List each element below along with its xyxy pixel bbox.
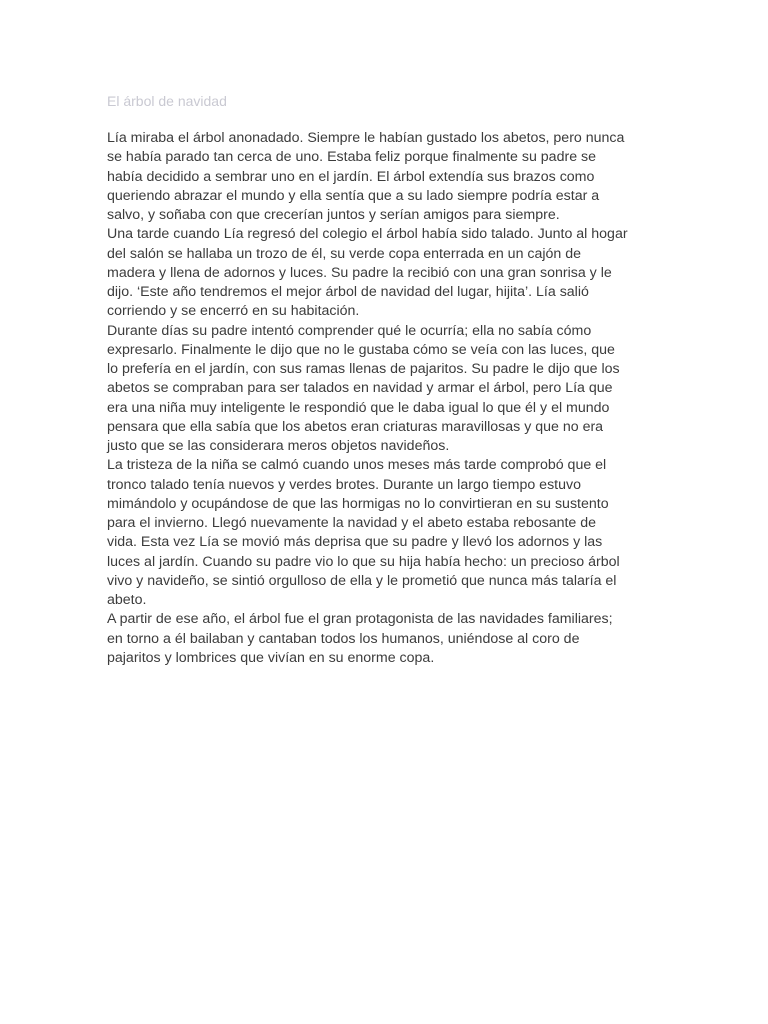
text-line: lo prefería en el jardín, con sus ramas llenas de pajaritos. Su padre le dijo que los	[107, 361, 620, 377]
text-line: abeto.	[107, 592, 147, 608]
text-line: Lía miraba el árbol anonadado. Siempre le habían gustado los abetos, pero nunca	[107, 130, 625, 146]
text-line: dijo. ‘Este año tendremos el mejor árbol de navidad del lugar, hijita’. Lía salió	[107, 284, 589, 300]
text-line: era una niña muy inteligente le respondió que le daba igual lo que él y el mundo	[107, 399, 610, 416]
text-line: vida. Esta vez Lía se movió más deprisa que su padre y llevó los adornos y las	[107, 534, 603, 551]
text-line: para el invierno. Llegó nuevamente la navidad y el abeto estaba rebosante de	[107, 515, 597, 531]
text-line: La tristeza de la niña se calmó cuando unos meses más tarde comprobó que el	[107, 457, 607, 474]
text-line: vivo y navideño, se sintió orgulloso de ella y le prometió que nunca más talaría el	[107, 572, 617, 589]
text-line: Durante días su padre intentó comprender qué le ocurría; ella no sabía cómo	[107, 322, 592, 339]
text-line: corriendo y se encerró en su habitación.	[107, 303, 360, 320]
text-line: luces al jardín. Cuando su padre vio lo que su hija había hecho: un precioso árbol	[107, 553, 620, 570]
document-title: El árbol de navidad	[107, 93, 227, 109]
text-line: justo que se las considerara meros objetos navideños.	[107, 438, 450, 454]
text-line: tronco talado tenía nuevos y verdes brotes. Durante un largo tiempo estuvo	[107, 476, 581, 493]
text-line: expresarlo. Finalmente le dijo que no le gustaba cómo se veía con las luces, que	[107, 341, 615, 358]
text-line: abetos se compraban para ser talados en navidad y armar el árbol, pero Lía que	[107, 380, 613, 397]
text-line: pensara que ella sabía que los abetos eran criaturas maravillosas y que no era	[107, 418, 604, 435]
text-line: A partir de ese año, el árbol fue el gran protagonista de las navidades familiares;	[107, 611, 613, 628]
text-line: en torno a él bailaban y cantaban todos los humanos, uniéndose al coro de	[107, 630, 580, 647]
text-line: salvo, y soñaba con que crecerían juntos y serían amigos para siempre.	[107, 207, 560, 223]
text-line: queriendo abrazar el mundo y ella sentía que a su lado siempre podría estar a	[107, 187, 600, 204]
text-line: madera y llena de adornos y luces. Su padre la recibió con una gran sonrisa y le	[107, 264, 612, 281]
text-line: del salón se hallaba un trozo de él, su verde copa enterrada en un cajón de	[107, 245, 582, 262]
document-body	[107, 129, 667, 668]
text-line: mimándolo y ocupándose de que las hormigas no lo convirtieran en su sustento	[107, 495, 609, 512]
text-line: pajaritos y lombrices que vivían en su enorme copa.	[107, 649, 435, 666]
text-line: Una tarde cuando Lía regresó del colegio el árbol había sido talado. Junto al hogar	[107, 226, 628, 243]
text-line: se había parado tan cerca de uno. Estaba feliz porque finalmente su padre se	[107, 149, 597, 166]
text-line: había decidido a sembrar uno en el jardín. El árbol extendía sus brazos como	[107, 168, 595, 185]
